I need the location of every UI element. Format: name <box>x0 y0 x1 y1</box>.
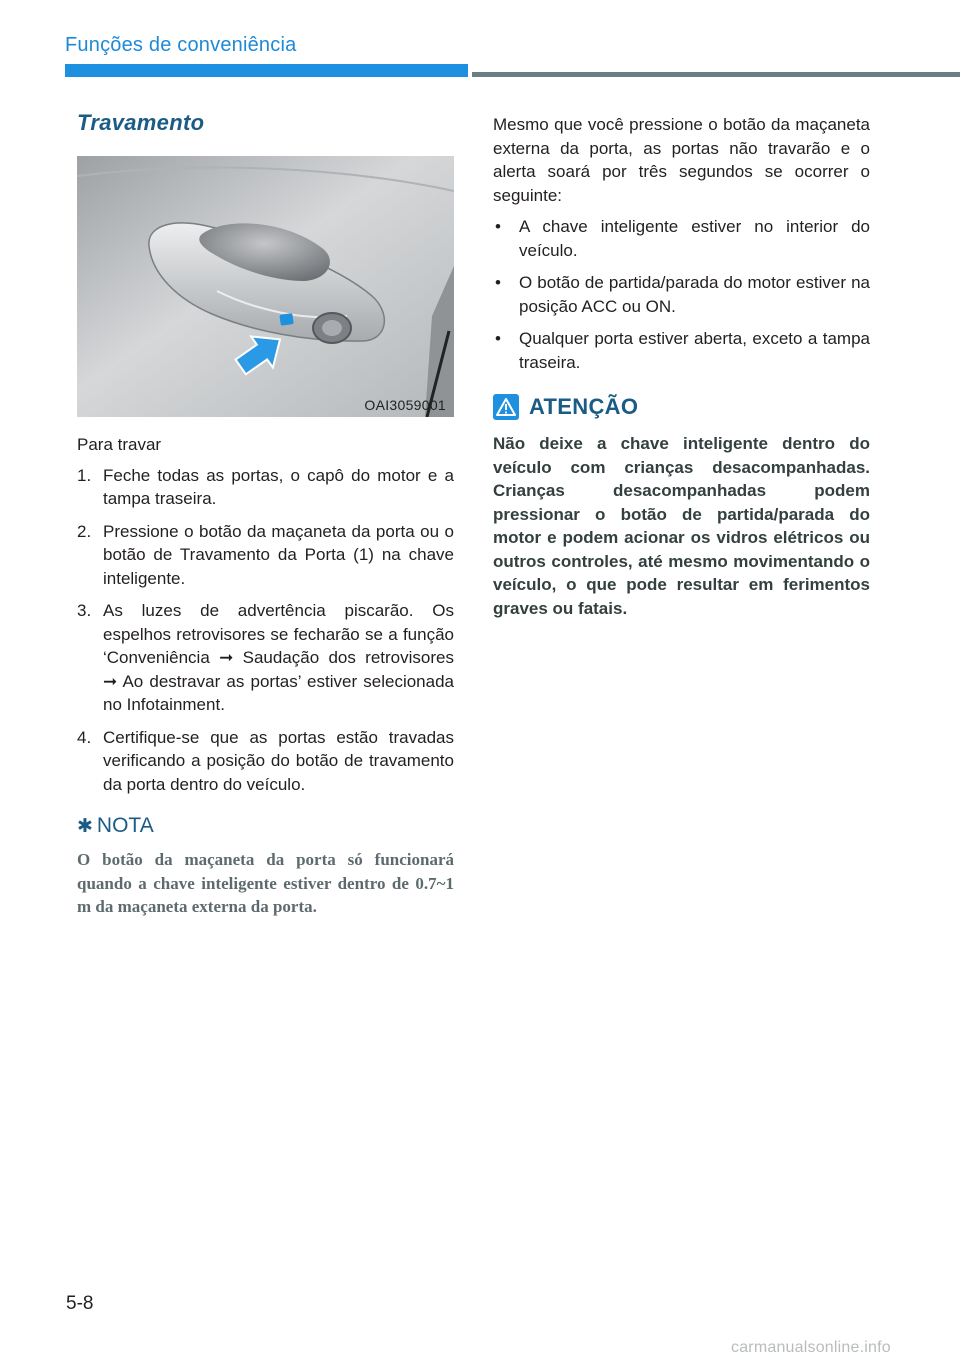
warning-title: ATENÇÃO <box>529 394 639 419</box>
bullet: • <box>495 329 501 348</box>
lock-intro: Para travar <box>77 435 162 454</box>
note-heading <box>77 814 454 838</box>
right-column <box>493 113 870 620</box>
step-number: 2. <box>77 521 92 541</box>
bullet-text: O botão de partida/parada do motor estiver na posição ACC ou ON. <box>519 273 870 316</box>
lock-steps <box>77 464 454 797</box>
header-bar-blue <box>65 64 468 77</box>
asterisk-icon: ✱ <box>77 816 93 837</box>
bullet: • <box>495 217 501 236</box>
note-text: O botão da maçaneta da porta só funcionará quando a chave inteligente estiver dentro de 0.7~1 m da maçaneta externa da porta. <box>77 850 454 916</box>
note-title: NOTA <box>96 814 154 837</box>
left-column <box>77 110 454 919</box>
step-text: Certifique-se que as portas estão travadas verificando a posição do botão de travamento da porta dentro do veículo. <box>103 727 454 794</box>
step-text: As luzes de advertência piscarão. Os espelhos retrovisores se fecharão se a função ‘Conveniência ➞ Saudação dos retrovisores ➞ Ao destravar as portas’ estiver selecionada no Infotainment. <box>103 601 454 714</box>
section-header: Funções de conveniência <box>65 34 297 56</box>
bullet-text: A chave inteligente estiver no interior do veículo. <box>519 217 870 260</box>
figure-code: OAI3059001 <box>364 397 446 413</box>
list-item <box>493 271 870 318</box>
bullet: • <box>495 273 501 292</box>
step-text: Feche todas as portas, o capô do motor e a tampa traseira. <box>103 465 454 508</box>
list-item <box>493 215 870 262</box>
step-number: 3. <box>77 601 92 620</box>
condition-list <box>493 215 870 374</box>
warning-text: Não deixe a chave inteligente dentro do veículo com crianças desacompanhadas. Crianças desacompanhadas podem pressionar o botão de partida/parada do motor e podem acionar os vidros elétricos ou outros controles, até mesmo movimentando o veículo, o que pode resultar em ferimentos graves ou fatais. <box>493 434 870 618</box>
list-item <box>77 520 454 591</box>
section-title: Travamento <box>77 110 205 135</box>
list-item <box>493 327 870 374</box>
page-number: 5-8 <box>66 1293 94 1314</box>
step-number: 4. <box>77 727 92 747</box>
door-handle-illustration <box>77 156 454 417</box>
warning-triangle-icon <box>493 394 519 420</box>
step-text: Pressione o botão da maçaneta da porta ou o botão de Travamento da Porta (1) na chave inteligente. <box>103 521 454 588</box>
bullet-text: Qualquer porta estiver aberta, exceto a tampa traseira. <box>519 329 870 372</box>
right-intro: Mesmo que você pressione o botão da maçaneta externa da porta, as portas não travarão e o alerta soará por três segundos se ocorrer o seguinte: <box>493 115 870 205</box>
header-bar-grey <box>472 72 960 77</box>
list-item <box>77 464 454 511</box>
watermark: carmanualsonline.info <box>731 1339 891 1356</box>
list-item <box>77 726 454 797</box>
step-number: 1. <box>77 465 92 485</box>
door-handle-figure <box>77 156 454 417</box>
warning-heading <box>493 394 870 420</box>
list-item <box>77 599 454 717</box>
